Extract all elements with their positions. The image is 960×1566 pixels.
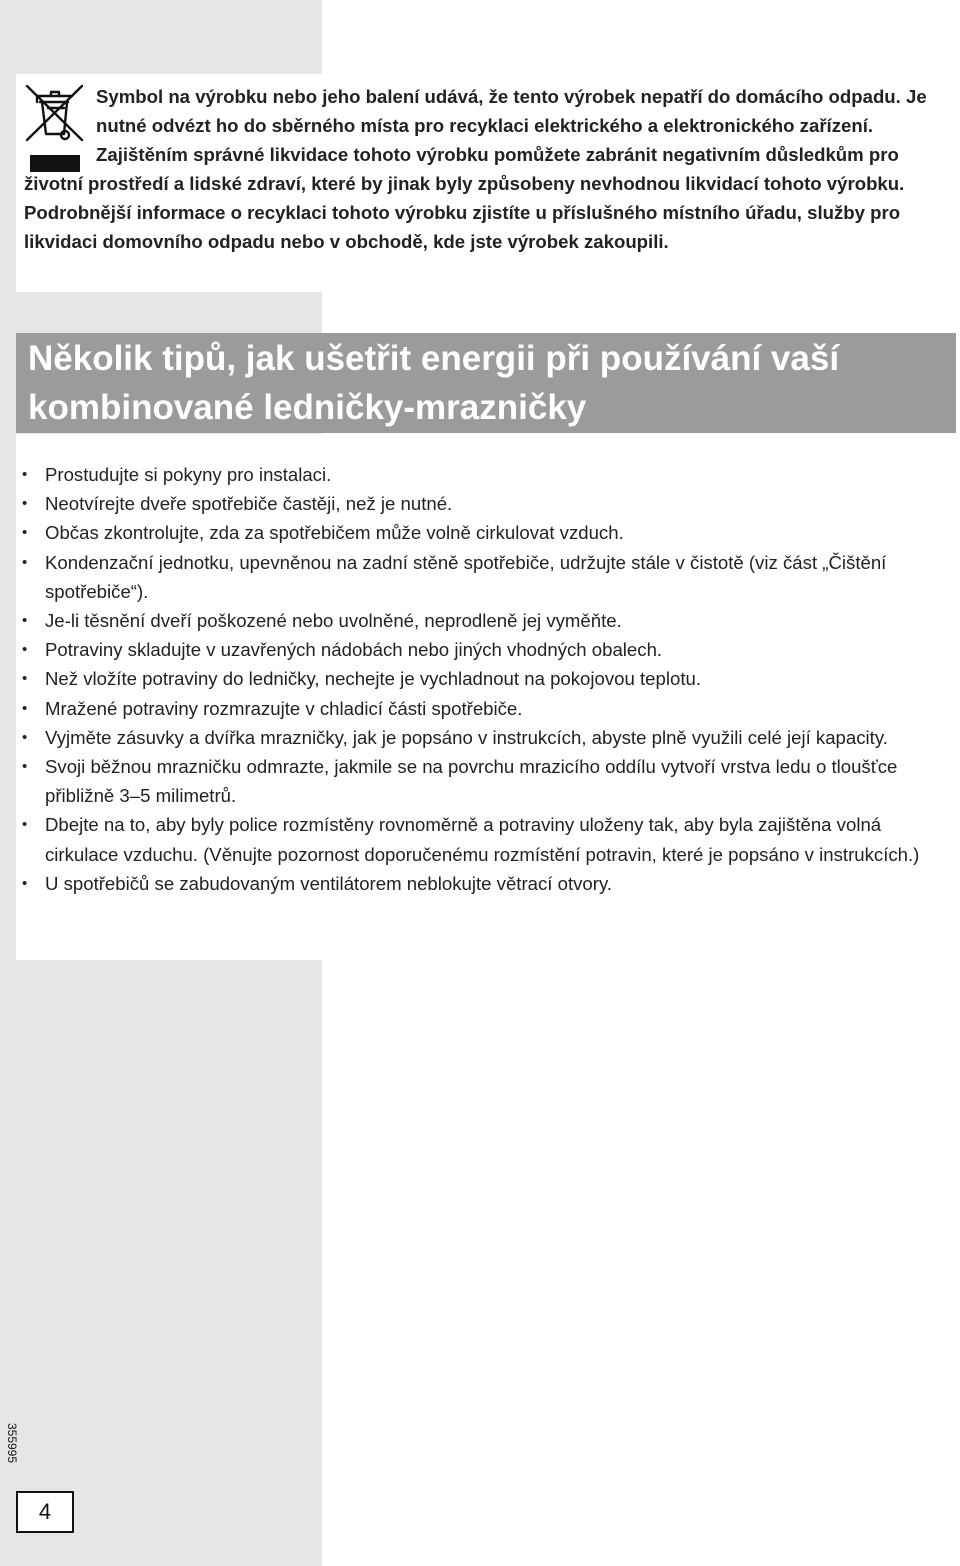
list-item: • Než vložíte potraviny do ledničky, nechejte je vychladnout na pokojovou teplotu. bbox=[22, 664, 932, 693]
list-item: • Dbejte na to, aby byly police rozmístěny rovnoměrně a potraviny uloženy tak, aby byla zajištěna volná cirkulace vzduchu. (Věnujte pozornost doporučenému rozmístění potravin, které je popsáno v instrukcích.) bbox=[22, 810, 932, 868]
list-item: • Neotvírejte dveře spotřebiče častěji, než je nutné. bbox=[22, 489, 932, 518]
section-heading: Několik tipů, jak ušetřit energii při používání vaší kombinované ledničky-mrazničky bbox=[28, 339, 840, 427]
list-item: • Potraviny skladujte v uzavřených nádobách nebo jiných vhodných obalech. bbox=[22, 635, 932, 664]
document-code: 355995 bbox=[5, 1422, 19, 1464]
page-number: 4 bbox=[16, 1491, 74, 1533]
list-item: • Mražené potraviny rozmrazujte v chladicí části spotřebiče. bbox=[22, 694, 932, 723]
list-item: • Prostudujte si pokyny pro instalaci. bbox=[22, 460, 932, 489]
list-item: • Svoji běžnou mrazničku odmrazte, jakmile se na povrchu mrazicího oddílu vytvoří vrstva ledu o tloušťce přibližně 3–5 milimetrů. bbox=[22, 752, 932, 810]
notice-text: Symbol na výrobku nebo jeho balení udává, že tento výrobek nepatří do domácího odpadu. Je nutné odvézt ho do sběrného místa pro recyklaci elektrického a elektronického zařízení. Zajištěním správné likvidace tohoto výrobku pomůžete zabránit negativním důsledkům pro životní prostředí a lidské zdraví, které by jinak byly způsobeny nevhodnou likvidací tohoto výrobku. Podrobnější informace o recyklaci tohoto výrobku zjistíte u příslušného místního úřadu, služby pro likvidaci domovního odpadu nebo v obchodě, kde jste výrobek zakoupili. bbox=[24, 86, 927, 252]
list-item: • Vyjměte zásuvky a dvířka mrazničky, jak je popsáno v instrukcích, abyste plně využili celé její kapacity. bbox=[22, 723, 932, 752]
list-item: • Kondenzační jednotku, upevněnou na zadní stěně spotřebiče, udržujte stále v čistotě (viz část „Čištění spotřebiče“). bbox=[22, 548, 932, 606]
notice-icon-gap bbox=[24, 82, 96, 166]
energy-tips-list bbox=[22, 460, 932, 898]
list-item: • Je-li těsnění dveří poškozené nebo uvolněné, neprodleně jej vyměňte. bbox=[22, 606, 932, 635]
list-item: • U spotřebičů se zabudovaným ventilátorem neblokujte větrací otvory. bbox=[22, 869, 932, 898]
weee-disposal-notice bbox=[24, 82, 950, 256]
list-item: • Občas zkontrolujte, zda za spotřebičem může volně cirkulovat vzduch. bbox=[22, 518, 932, 547]
